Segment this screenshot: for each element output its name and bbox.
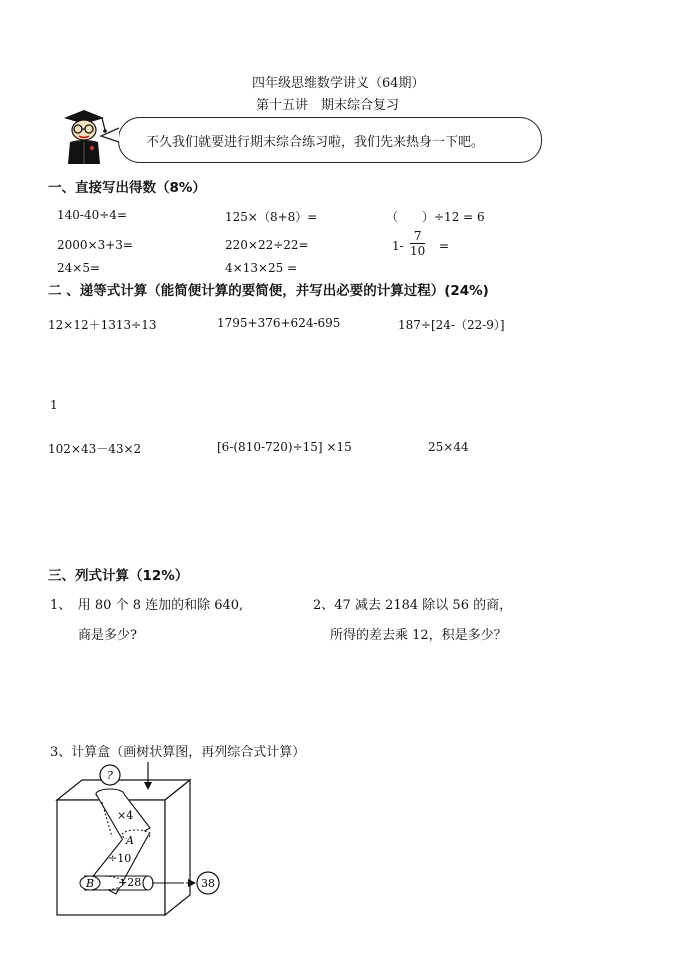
diagram-op3: +28 <box>118 876 142 889</box>
diagram-top-label: ? <box>107 769 113 782</box>
s1-item-c: （ ）÷12 = 6 <box>386 210 485 224</box>
s1-item-h: 4×13×25 = <box>225 261 298 275</box>
s2-row2-item3: 25×44 <box>428 440 469 454</box>
s1-item-g: 24×5= <box>57 261 101 275</box>
title-line-2: 第十五讲 期末综合复习 <box>256 98 400 113</box>
s2-row2-item2: [6-(810-720)÷15] ×15 <box>217 440 352 454</box>
s2-stray-number: 1 <box>50 398 58 412</box>
diagram-result: 38 <box>201 877 215 890</box>
fraction-numerator: 7 <box>410 229 425 244</box>
s2-row2-item1: 102×43－43×2 <box>48 442 142 456</box>
section2-heading: 二 、递等式计算（能简便计算的要简便，并写出必要的计算过程）(24%) <box>48 283 489 299</box>
title-line-1: 四年级思维数学讲义（64期） <box>252 76 425 91</box>
s3-q1-line2: 商是多少? <box>78 628 137 643</box>
intro-text: 不久我们就要进行期末综合练习啦，我们先来热身一下吧。 <box>146 135 485 150</box>
computation-box-diagram <box>52 762 232 922</box>
s1-item-f-suffix: = <box>439 239 450 253</box>
s1-item-e: 220×22÷22= <box>225 238 309 252</box>
section3-heading: 三、列式计算（12%） <box>48 568 189 584</box>
diagram-op1: ×4 <box>117 809 134 822</box>
s3-q1-line1: 1、 用 80 个 8 连加的和除 640, <box>50 598 244 613</box>
s3-q2-line1: 2、47 减去 2184 除以 56 的商， <box>313 598 513 613</box>
s1-item-f-fraction <box>410 229 425 258</box>
s2-row1-item2: 1795+376+624-695 <box>217 316 341 330</box>
s2-row1-item1: 12×12＋1313÷13 <box>48 318 157 332</box>
s1-item-a: 140-40÷4= <box>57 208 127 222</box>
diagram-label-a: A <box>126 834 134 847</box>
bubble-tail <box>99 124 123 146</box>
s1-item-f-prefix: 1- <box>392 239 404 253</box>
s3-q3: 3、计算盒（画树状算图，再列综合式计算） <box>50 745 306 760</box>
diagram-label-b: B <box>86 877 95 890</box>
s3-q2-line2: 所得的差去乘 12，积是多少？ <box>330 628 507 643</box>
s1-item-b: 125×（8+8）= <box>225 210 318 224</box>
section1-heading: 一、直接写出得数（8%） <box>48 180 206 196</box>
diagram-op2: ÷10 <box>108 852 132 865</box>
s1-item-d: 2000×3+3= <box>57 238 133 252</box>
s2-row1-item3: 187÷[24-（22-9）] <box>398 318 505 332</box>
fraction-denominator: 10 <box>410 244 426 258</box>
